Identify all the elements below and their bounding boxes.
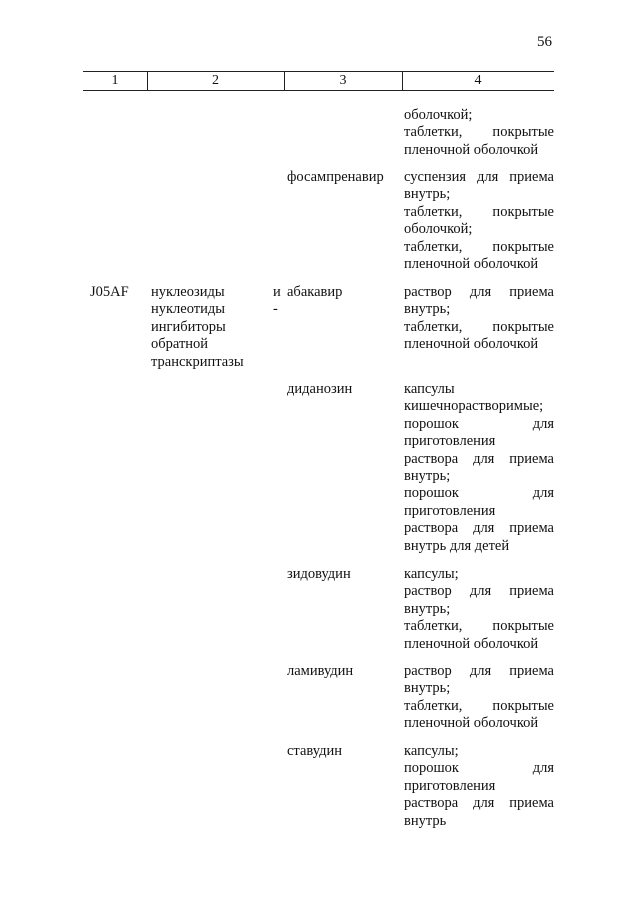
form-line: раствора для приема [404, 795, 554, 812]
dosage-forms-continued [404, 107, 554, 159]
dosage-forms [404, 663, 554, 733]
form-line: пленочной оболочкой [404, 715, 539, 732]
form-line: пленочной оболочкой [404, 635, 539, 652]
form-line: внутрь; [404, 467, 451, 484]
drug-name: абакавир [287, 284, 343, 300]
form-line: оболочкой; [404, 221, 473, 238]
dosage-forms [404, 743, 554, 830]
dosage-forms [404, 381, 554, 555]
drug-name: ламивудин [287, 663, 354, 679]
form-line: порошок для [404, 415, 554, 432]
dash: - [273, 301, 278, 318]
form-line: приготовления [404, 502, 496, 519]
form-line: внутрь; [404, 301, 451, 318]
form-line: внутрь; [404, 600, 451, 617]
group-name-line: ингибиторы [151, 318, 226, 335]
form-line: пленочной оболочкой [404, 336, 539, 353]
header-col-1: 1 [83, 72, 148, 90]
header-col-2: 2 [147, 72, 285, 90]
dosage-forms [404, 169, 554, 273]
header-col-4: 4 [474, 73, 482, 88]
group-name-line: транскриптазы [151, 353, 244, 370]
table-header [83, 71, 554, 91]
form-line: таблетки, покрытые [404, 697, 554, 714]
form-line: раствор для приема [404, 284, 554, 300]
conjunction: и [273, 284, 281, 300]
form-line: таблетки, покрытые [404, 203, 554, 220]
form-line: таблетки, покрытые [404, 618, 554, 635]
form-line: порошок для [404, 485, 554, 502]
form-line: внутрь для детей [404, 537, 510, 554]
form-line: раствора для приема [404, 450, 554, 467]
form-line: внутрь; [404, 680, 451, 697]
form-line: внутрь [404, 812, 447, 829]
form-line: капсулы; [404, 743, 459, 759]
form-line: суспензия для приема [404, 169, 554, 185]
form-line: раствор для приема [404, 583, 554, 600]
group-name [151, 284, 244, 371]
group-name-tail [273, 284, 281, 319]
form-line: пленочной оболочкой [404, 255, 539, 272]
form-line: раствора для приема [404, 520, 554, 537]
drug-name: зидовудин [287, 566, 351, 582]
drug-name: диданозин [287, 381, 353, 397]
form-line: внутрь; [404, 186, 451, 203]
dosage-forms [404, 284, 554, 354]
page-number: 56 [537, 34, 552, 50]
form-line: раствор для приема [404, 663, 554, 679]
header-col-3: 3 [284, 72, 403, 90]
form-line: оболочкой; [404, 107, 473, 123]
form-line: порошок для [404, 760, 554, 777]
form-line: таблетки, покрытые [404, 318, 554, 335]
group-name-line: нуклеозиды [151, 284, 225, 300]
form-line: кишечнорастворимые; [404, 398, 544, 415]
dosage-forms [404, 566, 554, 653]
atc-code: J05AF [90, 284, 129, 300]
group-name-line: нуклеотиды [151, 301, 226, 318]
form-line: таблетки, покрытые [404, 124, 554, 141]
group-name-line: обратной [151, 336, 209, 353]
form-line: таблетки, покрытые [404, 238, 554, 255]
form-line: капсулы; [404, 566, 459, 582]
form-line: пленочной оболочкой [404, 141, 539, 158]
form-line: капсулы [404, 381, 455, 397]
drug-name: ставудин [287, 743, 342, 759]
form-line: приготовления [404, 777, 496, 794]
drug-name: фосампренавир [287, 169, 384, 185]
form-line: приготовления [404, 433, 496, 450]
